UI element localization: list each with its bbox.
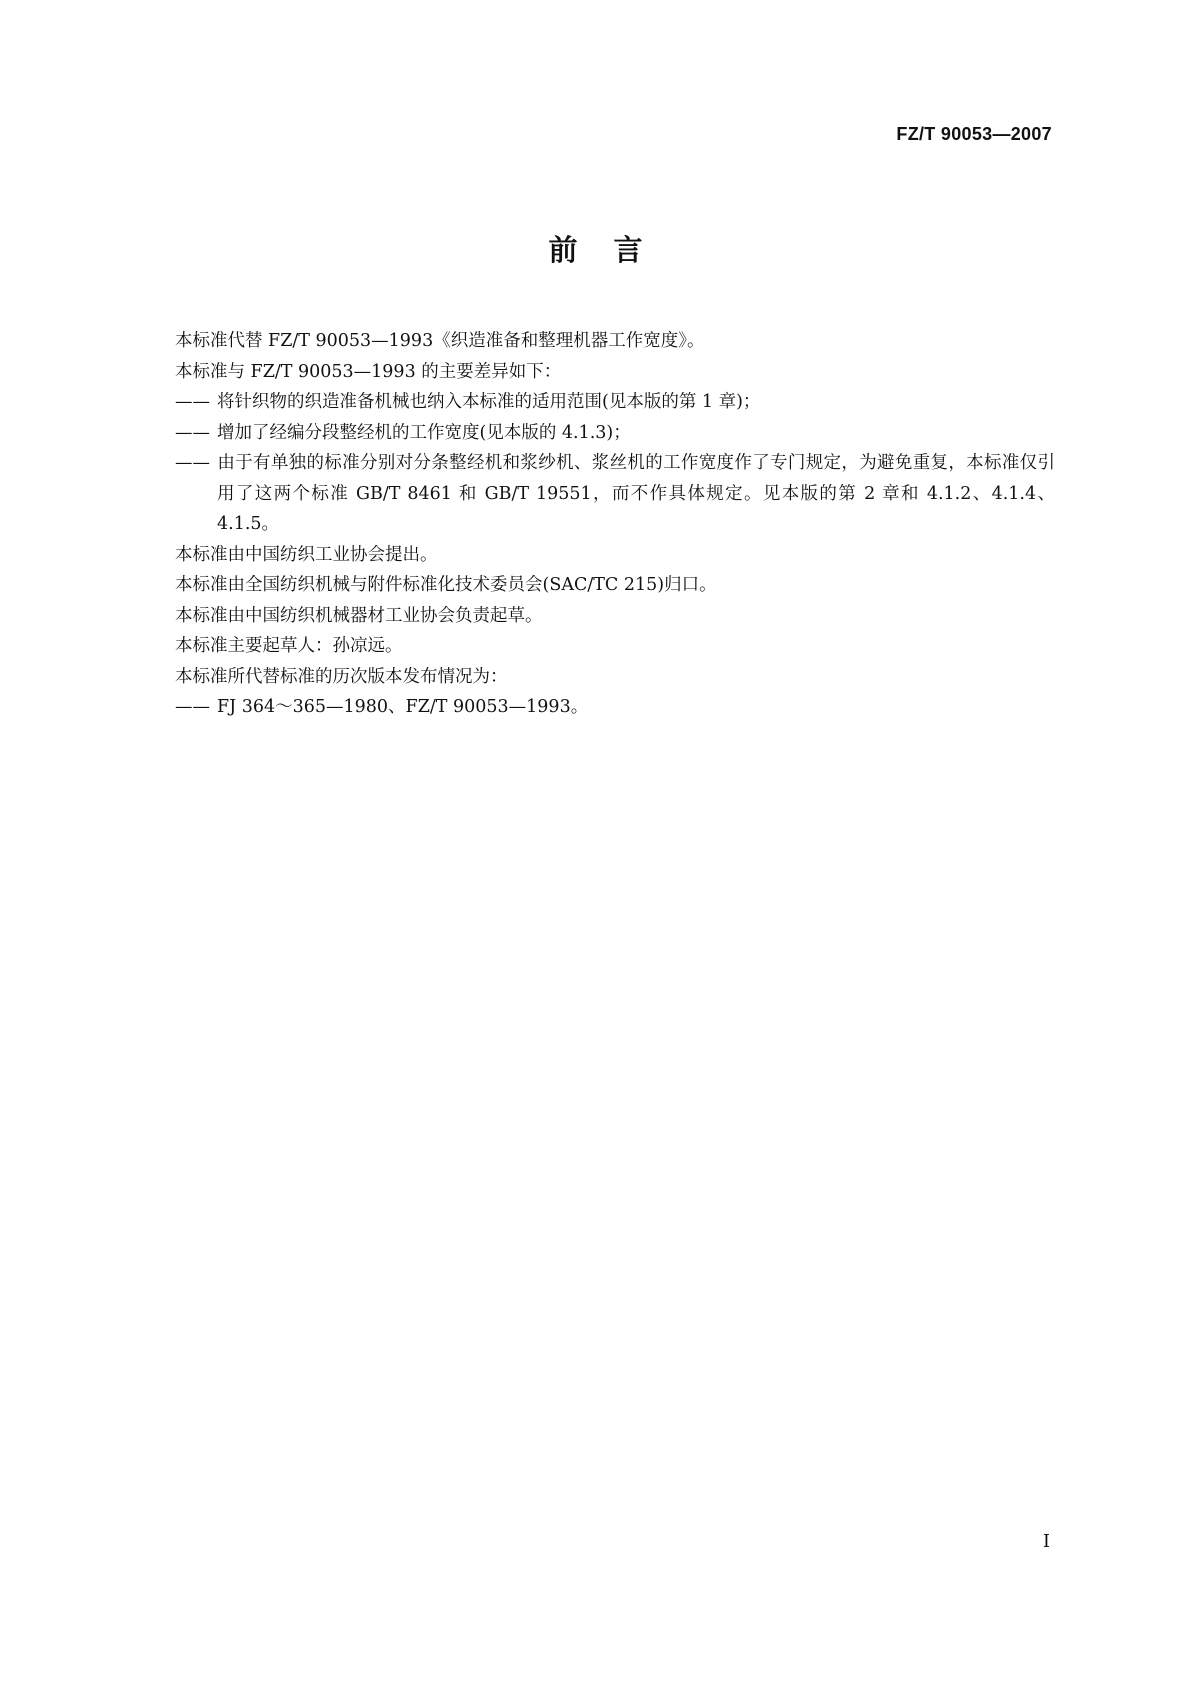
committee-statement: 本标准由全国纺织机械与附件标准化技术委员会(SAC/TC 215)归口。 <box>175 575 717 595</box>
page-title: 前言 <box>548 233 679 267</box>
proposer-statement: 本标准由中国纺织工业协会提出。 <box>175 544 438 565</box>
dash-marker: —— <box>175 697 210 717</box>
drafter-statement: 本标准主要起草人：孙凉远。 <box>175 636 403 656</box>
difference-item <box>175 448 1055 540</box>
replacement-statement: 本标准代替 FZ/T 90053—1993《织造准备和整理机器工作宽度》。 <box>175 331 705 351</box>
dash-marker: —— <box>175 453 210 473</box>
differences-intro: 本标准与 FZ/T 90053—1993 的主要差异如下： <box>175 361 562 382</box>
difference-item <box>175 418 1055 449</box>
difference-text: 由于有单独的标准分别对分条整经机和浆纱机、浆丝机的工作宽度作了专门规定，为避免重复，本标准仅引用了这两个标准 GB/T 8461 和 GB/T 19551，而不作具体规定。见本版的第 2 章和 4.1.2、4.1.4、4.1.5。 <box>217 453 1055 534</box>
difference-item <box>175 387 1055 418</box>
dash-marker: —— <box>175 422 210 443</box>
history-intro: 本标准所代替标准的历次版本发布情况为： <box>175 666 508 687</box>
difference-text: 增加了经编分段整经机的工作宽度(见本版的 4.1.3)； <box>217 422 631 443</box>
history-item <box>175 692 1055 723</box>
dash-marker: —— <box>175 392 210 412</box>
page-number: I <box>1042 1531 1050 1552</box>
difference-text: 将针织物的织造准备机械也纳入本标准的适用范围(见本版的第 1 章)； <box>217 392 761 412</box>
history-text: FJ 364～365—1980、FZ/T 90053—1993。 <box>217 697 589 717</box>
document-code: FZ/T 90053—2007 <box>896 124 1052 144</box>
foreword-body <box>175 326 1055 723</box>
drafter-org-statement: 本标准由中国纺织机械器材工业协会负责起草。 <box>175 605 543 626</box>
